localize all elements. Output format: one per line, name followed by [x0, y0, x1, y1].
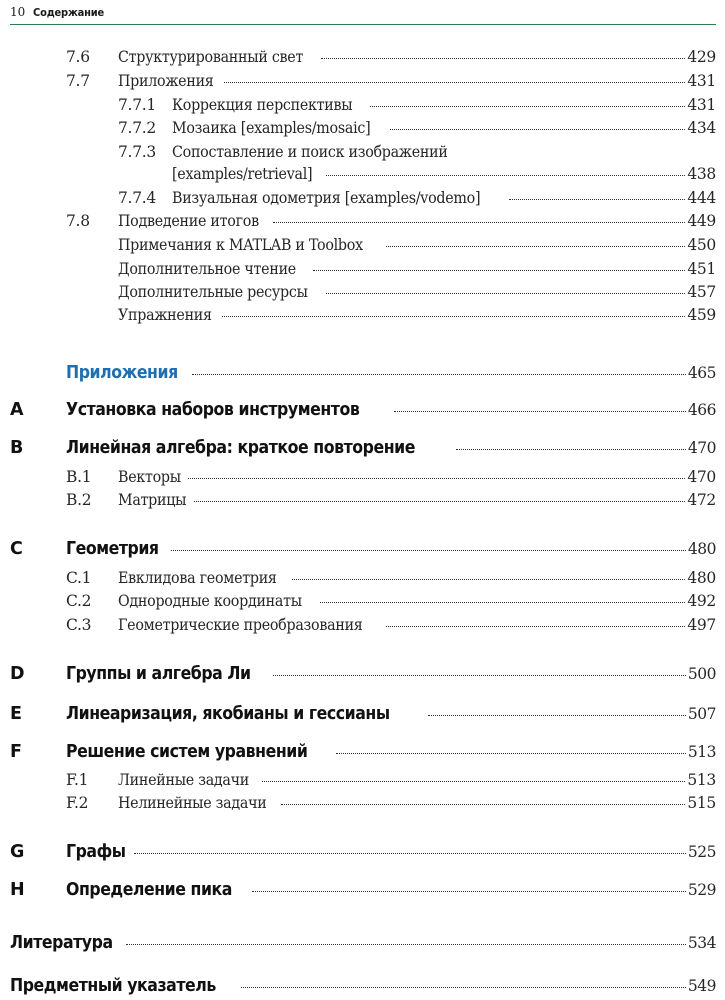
entry-number: 7.7	[66, 72, 90, 90]
entry-page: 451	[687, 260, 716, 278]
entry-title: Дополнительные ресурсы	[118, 283, 308, 301]
entry-title: Мозаика [examples/mosaic]	[172, 119, 371, 137]
entry-number: F.1	[66, 771, 89, 789]
entry-title: Векторы	[118, 468, 181, 486]
entry-page: 470	[687, 439, 716, 457]
appendix-letter: B	[10, 438, 23, 458]
entry-page: 480	[687, 569, 716, 587]
appendix-title: Геометрия	[66, 539, 159, 559]
entry-page: 465	[687, 364, 716, 382]
dot-leader	[390, 129, 686, 130]
entry-page: 429	[687, 48, 716, 66]
entry-number: 7.6	[66, 48, 90, 66]
entry-page: 515	[687, 794, 716, 812]
entry-number: 7.7.2	[118, 119, 156, 137]
entry-title: Матрицы	[118, 491, 187, 509]
appendix-title: Определение пика	[66, 880, 232, 900]
entry-page: 513	[687, 771, 716, 789]
dot-leader	[386, 246, 685, 247]
dot-leader	[394, 411, 686, 412]
dot-leader	[134, 853, 686, 854]
dot-leader	[313, 270, 685, 271]
entry-number: C.2	[66, 592, 92, 610]
appendix-letter: H	[10, 880, 25, 900]
entry-number: 7.7.3	[118, 143, 156, 161]
entry-page: 507	[687, 705, 716, 723]
appendix-title: Графы	[66, 842, 126, 862]
dot-leader	[194, 501, 685, 502]
section-title: Предметный указатель	[10, 976, 216, 996]
dot-leader	[281, 804, 685, 805]
entry-page: 431	[687, 96, 716, 114]
entry-page: 549	[687, 977, 716, 995]
dot-leader	[321, 58, 685, 59]
dot-leader	[370, 106, 685, 107]
entry-page: 470	[687, 468, 716, 486]
dot-leader	[326, 175, 685, 176]
appendix-title: Установка наборов инструментов	[66, 400, 360, 420]
entry-page: 449	[687, 212, 716, 230]
entry-title: Визуальная одометрия [examples/vodemo]	[172, 189, 481, 207]
entry-title: Структурированный свет	[118, 48, 304, 66]
dot-leader	[509, 199, 685, 200]
dot-leader	[336, 753, 686, 754]
appendix-letter: C	[10, 539, 23, 559]
entry-title: Дополнительное чтение	[118, 260, 296, 278]
entry-page: 457	[687, 283, 716, 301]
entry-title: Евклидова геометрия	[118, 569, 277, 587]
dot-leader	[326, 293, 685, 294]
appendix-letter: A	[10, 400, 24, 420]
dot-leader	[273, 222, 685, 223]
section-title: Литература	[10, 933, 113, 953]
dot-leader	[456, 449, 686, 450]
entry-page: 525	[687, 843, 716, 861]
entry-page: 444	[687, 189, 716, 207]
entry-page: 459	[687, 306, 716, 324]
dot-leader	[428, 715, 686, 716]
dot-leader	[224, 82, 685, 83]
appendix-title: Линеаризация, якобианы и гессианы	[66, 704, 390, 724]
entry-page: 450	[687, 236, 716, 254]
appendix-letter: D	[10, 664, 25, 684]
entry-page: 529	[687, 881, 716, 899]
dot-leader	[126, 944, 686, 945]
entry-number: C.3	[66, 616, 92, 634]
entry-page: 431	[687, 72, 716, 90]
entry-number: F.2	[66, 794, 89, 812]
entry-title: Подведение итогов	[118, 212, 259, 230]
entry-title: Приложения	[118, 72, 214, 90]
dot-leader	[241, 987, 686, 988]
entry-title-line1: Сопоставление и поиск изображений	[172, 143, 448, 161]
dot-leader	[252, 891, 686, 892]
appendix-letter: F	[10, 742, 22, 762]
entry-title: Линейные задачи	[118, 771, 250, 789]
running-title: Содержание	[33, 5, 105, 19]
dot-leader	[192, 374, 686, 375]
entry-page: 434	[687, 119, 716, 137]
entry-page: 438	[687, 165, 716, 183]
entry-page: 466	[687, 401, 716, 419]
dot-leader	[171, 550, 686, 551]
dot-leader	[262, 781, 685, 782]
dot-leader	[188, 478, 685, 479]
entry-title: [examples/retrieval]	[172, 165, 313, 183]
entry-title: Однородные координаты	[118, 592, 302, 610]
dot-leader	[386, 626, 686, 627]
entry-number: 7.8	[66, 212, 90, 230]
entry-number: B.1	[66, 468, 92, 486]
entry-title: Геометрические преобразования	[118, 616, 363, 634]
entry-page: 480	[687, 540, 716, 558]
entry-page: 472	[687, 491, 716, 509]
entry-page: 497	[687, 616, 716, 634]
dot-leader	[292, 579, 685, 580]
entry-page: 534	[687, 934, 716, 952]
entry-title: Нелинейные задачи	[118, 794, 267, 812]
page-number: 10	[10, 5, 26, 19]
entry-page: 513	[687, 743, 716, 761]
entry-number: 7.7.1	[118, 96, 156, 114]
entry-title: Коррекция перспективы	[172, 96, 353, 114]
dot-leader	[320, 602, 686, 603]
dot-leader	[273, 675, 686, 676]
entry-title: Примечания к MATLAB и Toolbox	[118, 236, 363, 254]
entry-number: C.1	[66, 569, 92, 587]
entry-number: 7.7.4	[118, 189, 156, 207]
section-title: Приложения	[66, 363, 178, 383]
appendix-letter: G	[10, 842, 24, 862]
appendix-letter: E	[10, 704, 22, 724]
entry-title: Упражнения	[118, 306, 212, 324]
entry-page: 500	[687, 665, 716, 683]
appendix-title: Линейная алгебра: краткое повторение	[66, 438, 415, 458]
entry-page: 492	[687, 592, 716, 610]
dot-leader	[222, 316, 685, 317]
appendix-title: Решение систем уравнений	[66, 742, 308, 762]
appendix-title: Группы и алгебра Ли	[66, 664, 251, 684]
entry-number: B.2	[66, 491, 92, 509]
